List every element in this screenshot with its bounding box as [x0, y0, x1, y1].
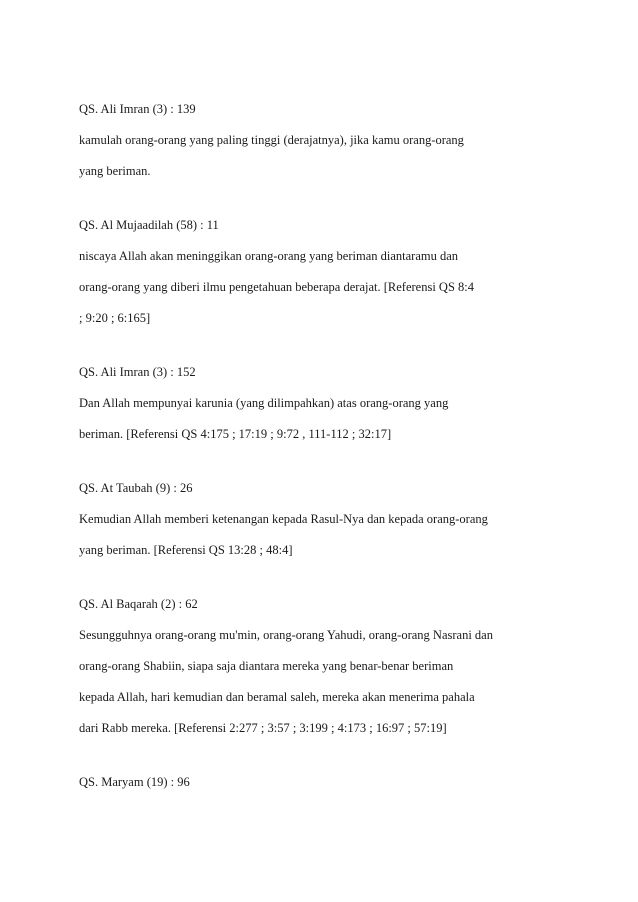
verse-text-line: orang-orang yang diberi ilmu pengetahuan beberapa derajat. [Referensi QS 8:4 [79, 280, 474, 294]
verse-reference: QS. Al Mujaadilah (58) : 11 [79, 218, 219, 232]
verse-section [79, 596, 579, 736]
verse-text-line: Kemudian Allah memberi ketenangan kepada Rasul-Nya dan kepada orang-orang [79, 512, 488, 526]
document-page [79, 101, 579, 828]
verse-reference: QS. At Taubah (9) : 26 [79, 481, 193, 495]
verse-section [79, 101, 579, 179]
verse-text-line: beriman. [Referensi QS 4:175 ; 17:19 ; 9:72 , 111-112 ; 32:17] [79, 427, 392, 441]
verse-text-line: ; 9:20 ; 6:165] [79, 311, 151, 325]
verse-section [79, 217, 579, 326]
verse-section [79, 364, 579, 442]
verse-text-line: niscaya Allah akan meninggikan orang-orang yang beriman diantaramu dan [79, 249, 459, 263]
verse-text-line: kamulah orang-orang yang paling tinggi (derajatnya), jika kamu orang-orang [79, 133, 464, 147]
verse-section [79, 774, 579, 790]
verse-reference: QS. Ali Imran (3) : 139 [79, 102, 196, 116]
verse-text-line: Sesungguhnya orang-orang mu'min, orang-orang Yahudi, orang-orang Nasrani dan [79, 628, 493, 642]
verse-text-line: dari Rabb mereka. [Referensi 2:277 ; 3:57 ; 3:199 ; 4:173 ; 16:97 ; 57:19] [79, 721, 447, 735]
verse-section [79, 480, 579, 558]
verse-text-line: orang-orang Shabiin, siapa saja diantara mereka yang benar-benar beriman [79, 659, 454, 673]
verse-text-line: Dan Allah mempunyai karunia (yang dilimpahkan) atas orang-orang yang [79, 396, 449, 410]
verse-text-line: yang beriman. [Referensi QS 13:28 ; 48:4] [79, 543, 293, 557]
verse-reference: QS. Al Baqarah (2) : 62 [79, 597, 198, 611]
verse-reference: QS. Maryam (19) : 96 [79, 775, 190, 789]
verse-reference: QS. Ali Imran (3) : 152 [79, 365, 196, 379]
verse-text-line: kepada Allah, hari kemudian dan beramal saleh, mereka akan menerima pahala [79, 690, 475, 704]
verse-text-line: yang beriman. [79, 164, 151, 178]
